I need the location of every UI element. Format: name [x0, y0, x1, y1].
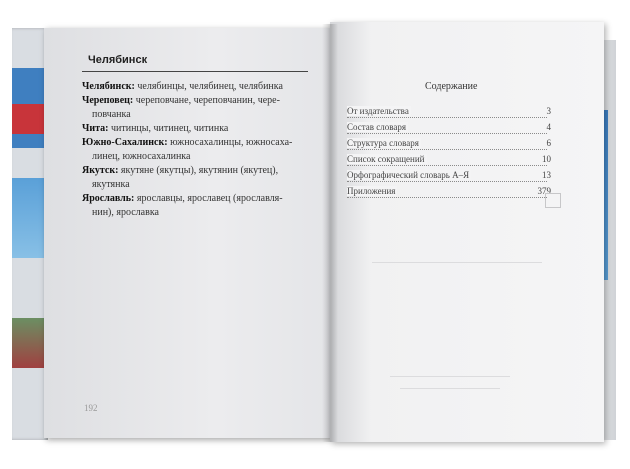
entry-head: Южно-Сахалинск:: [82, 137, 168, 148]
show-through-line: [400, 388, 500, 389]
entry-head: Якутск:: [82, 165, 119, 176]
toc-label: От издательства: [347, 106, 409, 116]
show-through-line: [372, 262, 542, 263]
toc-row: [347, 151, 551, 166]
toc-label: Приложения: [347, 186, 396, 196]
cover-photo-area: [12, 318, 48, 368]
toc-page: 3: [546, 106, 551, 116]
entry-continuation: повчанка: [92, 109, 131, 120]
toc-page: 10: [542, 154, 551, 164]
entry-text: ярославцы, ярославец (ярославля-: [134, 193, 283, 204]
toc-label: Структура словаря: [347, 138, 419, 148]
toc-label: Список сокращений: [347, 154, 425, 164]
entry-text: череповчане, череповчанин, чере-: [133, 95, 280, 106]
header-rule: [82, 71, 308, 72]
toc-label: Орфографический словарь А–Я: [347, 170, 470, 180]
entry-1: [82, 94, 312, 122]
toc-row: [347, 167, 551, 182]
show-through-line: [390, 376, 510, 377]
cover-blue-band-2: [12, 134, 48, 148]
entry-head: Чита:: [82, 123, 109, 134]
cover-red-band: [12, 104, 48, 134]
entry-2: [82, 122, 312, 136]
entry-continuation: нин), ярославка: [92, 207, 159, 218]
toc-label: Состав словаря: [347, 122, 407, 132]
toc-title: Содержание: [425, 81, 478, 92]
toc-row: [347, 119, 551, 134]
entry-head: Ярославль:: [82, 193, 135, 204]
entry-3: [82, 136, 312, 164]
entry-continuation: якутянка: [92, 179, 130, 190]
running-header: Челябинск: [88, 54, 148, 66]
page-number: 192: [84, 403, 98, 413]
entry-head: Череповец:: [82, 95, 134, 106]
toc-page: 379: [537, 186, 551, 196]
toc-page: 4: [546, 122, 551, 132]
cover-blue-band: [12, 68, 48, 104]
entry-continuation: линец, южносахалинка: [92, 151, 191, 162]
entry-4: [82, 164, 312, 192]
toc-page: 6: [546, 138, 551, 148]
entry-text: читинцы, читинец, читинка: [108, 123, 229, 134]
entry-text: якутяне (якутцы), якутянин (якутец),: [118, 165, 279, 176]
toc-page: 13: [542, 170, 551, 180]
entry-0: [82, 80, 312, 94]
dictionary-entries: [82, 80, 312, 220]
toc-row: [347, 183, 551, 198]
cover-sky-area: [12, 178, 48, 258]
entry-head: Челябинск:: [82, 81, 135, 92]
entry-5: [82, 192, 312, 220]
table-of-contents: [347, 103, 551, 199]
entry-text: южносахалинцы, южносаха-: [167, 137, 293, 148]
toc-row: [347, 135, 551, 150]
toc-row: [347, 103, 551, 118]
faint-show-through-mark: [545, 193, 561, 208]
book-gutter: [322, 24, 338, 442]
entry-text: челябинцы, челябинец, челябинка: [134, 81, 283, 92]
book-cover-left-edge: [12, 28, 48, 440]
